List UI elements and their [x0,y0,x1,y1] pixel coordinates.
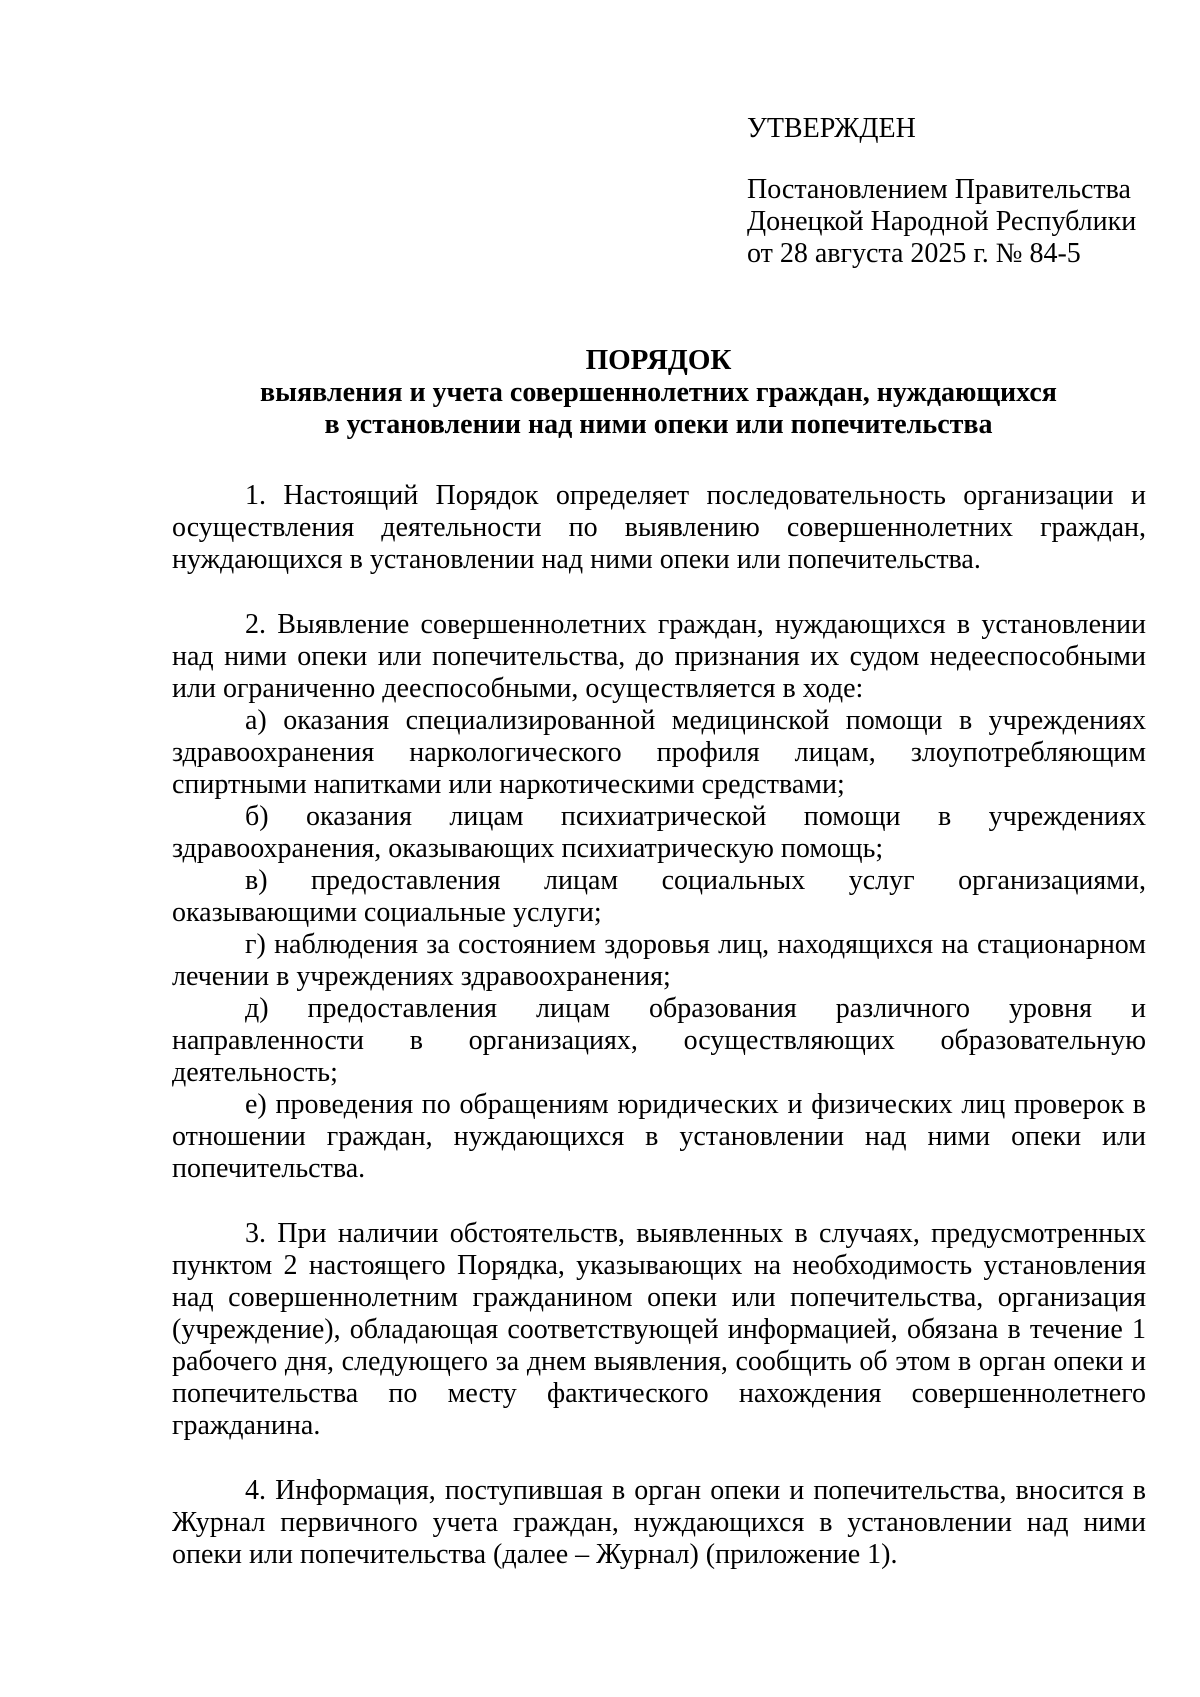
approval-line: от 28 августа 2025 г. № 84-5 [747,238,1081,269]
document-subtitle-line: в установлении над ними опеки или попечительства [324,409,993,440]
document-heading [150,343,1167,441]
document-subtitle-line: выявления и учета совершеннолетних граждан, нуждающихся [260,377,1057,408]
paragraph-3: 3. При наличии обстоятельств, выявленных в случаях, предусмотренных пунктом 2 настоящего Порядка, указывающих на необходимость установления над совершеннолетним гражданином опеки или попечительства, организация (учреждение), обладающая соответствующей информацией, обязана в течение 1 рабочего дня, следующего за днем выявления, сообщить об этом в орган опеки и попечительства по месту фактического нахождения совершеннолетнего гражданина. [172,1218,1146,1441]
list-item-a: а) оказания специализированной медицинской помощи в учреждениях здравоохранения наркологического профиля лицам, злоупотребляющим спиртными напитками или наркотическими средствами; [172,705,1146,800]
approval-block [747,113,1167,270]
paragraph-2: 2. Выявление совершеннолетних граждан, нуждающихся в установлении над ними опеки или попечительства, до признания их судом недееспособными или ограниченно дееспособными, осуществляется в ходе: [172,609,1146,704]
paragraph-1: 1. Настоящий Порядок определяет последовательность организации и осуществления деятельности по выявлению совершеннолетних граждан, нуждающихся в установлении над ними опеки или попечительства. [172,480,1146,575]
list-item-b: б) оказания лицам психиатрической помощи в учреждениях здравоохранения, оказывающих психиатрическую помощь; [172,801,1146,864]
document-body [172,480,1146,1571]
list-item-g: г) наблюдения за состоянием здоровья лиц, находящихся на стационарном лечении в учреждениях здравоохранения; [172,929,1146,992]
list-item-v: в) предоставления лицам социальных услуг организациями, оказывающими социальные услуги; [172,865,1146,928]
approval-stamp: УТВЕРЖДЕН [747,113,916,144]
document-title: ПОРЯДОК [585,344,732,376]
list-item-e: е) проведения по обращениям юридических и физических лиц проверок в отношении граждан, нуждающихся в установлении над ними опеки или попечительства. [172,1089,1146,1184]
list-item-d: д) предоставления лицам образования различного уровня и направленности в организациях, осуществляющих образовательную деятельность; [172,993,1146,1088]
paragraph-4: 4. Информация, поступившая в орган опеки и попечительства, вносится в Журнал первичного учета граждан, нуждающихся в установлении над ними опеки или попечительства (далее – Журнал) (приложение 1). [172,1475,1146,1570]
approval-line: Донецкой Народной Республики [747,206,1137,237]
approval-line: Постановлением Правительства [747,174,1131,205]
